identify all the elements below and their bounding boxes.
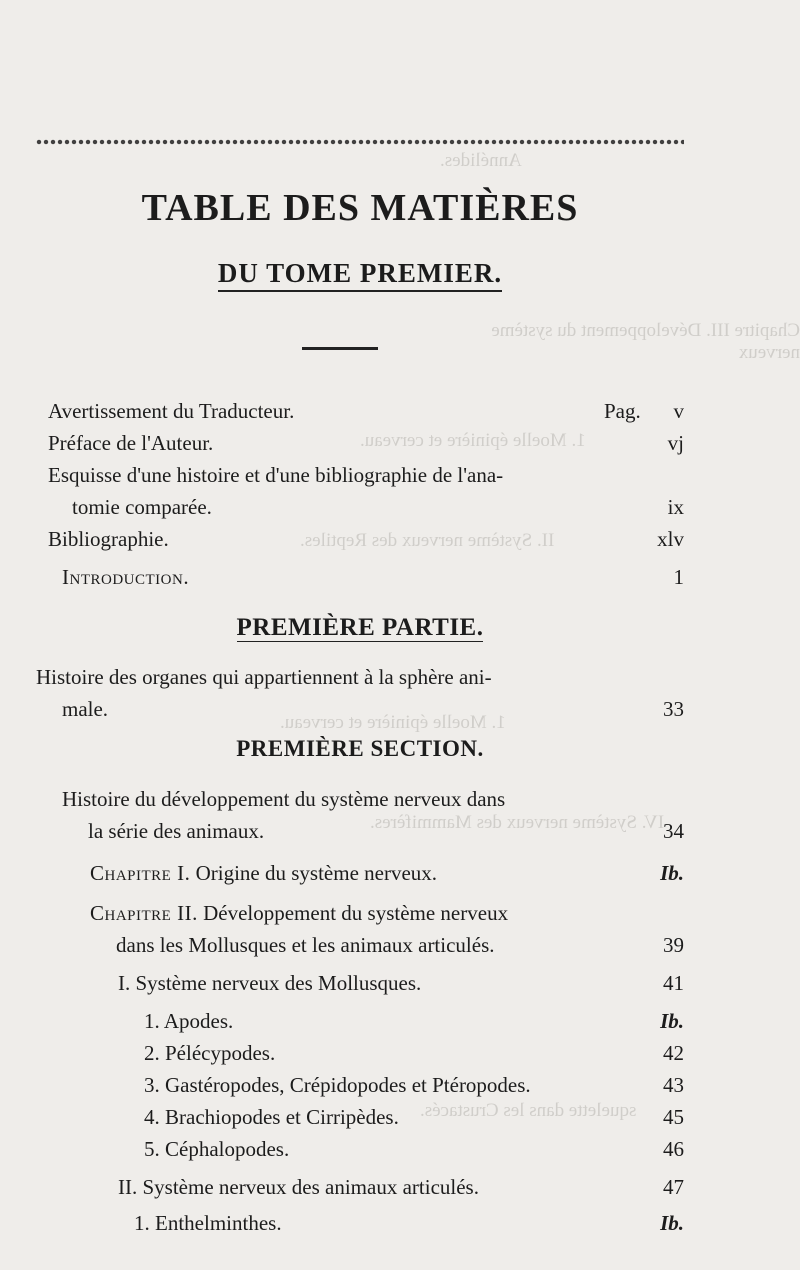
toc-entry-preface: Préface de l'Auteur. bbox=[48, 431, 214, 455]
page-number: 39 bbox=[663, 933, 684, 957]
toc-entry-subsection: II. Système nerveux des animaux articulés. bbox=[118, 1175, 479, 1199]
toc-entry-esquisse-cont: tomie comparée. bbox=[72, 495, 212, 519]
page-number: Ib. bbox=[660, 1211, 684, 1235]
page-number: ix bbox=[667, 495, 684, 519]
toc-entry-part-cont: male. bbox=[62, 697, 109, 721]
page-number: 34 bbox=[663, 819, 684, 843]
toc-entry-chapter-2: Chapitre II. Développement du système nerveux bbox=[90, 901, 509, 925]
page-number: 46 bbox=[663, 1137, 684, 1161]
toc-entry-item: 4. Brachiopodes et Cirripèdes. bbox=[144, 1105, 399, 1129]
page-number: 42 bbox=[663, 1041, 684, 1065]
decorative-border bbox=[36, 136, 684, 146]
section-heading: PREMIÈRE SECTION. bbox=[236, 736, 484, 761]
toc-entry-subsection: I. Système nerveux des Mollusques. bbox=[118, 971, 422, 995]
page-number: Ib. bbox=[660, 1009, 684, 1033]
toc-entry-part: Histoire des organes qui appartiennent à la sphère ani- bbox=[36, 665, 492, 689]
part-heading: PREMIÈRE PARTIE. bbox=[236, 614, 484, 641]
toc-entry-bibliographie: Bibliographie. bbox=[48, 527, 169, 551]
toc-entry-section: Histoire du développement du système nerveux dans bbox=[62, 787, 506, 811]
toc-entry-introduction: Introduction. bbox=[62, 565, 190, 589]
show-through-text: Annélides. bbox=[440, 150, 522, 171]
show-through-text: Chapitre III. Développement du système nerveux bbox=[491, 320, 800, 363]
show-through-text: II. Système nerveux des Reptiles. bbox=[300, 530, 555, 551]
page-number: 47 bbox=[663, 1175, 684, 1199]
page-number: 33 bbox=[663, 697, 684, 721]
show-through-text: IV. Système nerveux des Mammifères. bbox=[370, 812, 665, 833]
toc-entry-esquisse: Esquisse d'une histoire et d'une bibliographie de l'ana- bbox=[48, 463, 504, 487]
page-prefix: Pag. bbox=[604, 399, 641, 423]
page-number: v bbox=[673, 399, 684, 423]
show-through-text: squelette dans les Crustacés. bbox=[420, 1100, 637, 1121]
toc-entry-item: 3. Gastéropodes, Crépidopodes et Ptéropodes. bbox=[144, 1073, 531, 1097]
page-number: 45 bbox=[663, 1105, 684, 1129]
page-number: vj bbox=[667, 431, 684, 455]
divider bbox=[302, 347, 378, 350]
show-through-text: 1. Moelle épinière et cerveau. bbox=[360, 430, 586, 451]
page-number: 41 bbox=[663, 971, 684, 995]
toc-entry-item: 1. Enthelminthes. bbox=[134, 1211, 282, 1235]
page-number: xlv bbox=[657, 527, 684, 551]
page-number: Ib. bbox=[660, 861, 684, 885]
page-number: 1 bbox=[673, 565, 684, 589]
toc-entry-section-cont: la série des animaux. bbox=[88, 819, 265, 843]
toc-entry-chapter-1: Chapitre I. Origine du système nerveux. bbox=[90, 861, 438, 885]
toc-entry-chapter-2-cont: dans les Mollusques et les animaux articulés. bbox=[116, 933, 495, 957]
page-title: TABLE DES MATIÈRES bbox=[141, 187, 579, 229]
toc-entry-item: 1. Apodes. bbox=[144, 1009, 234, 1033]
page-subtitle: DU TOME PREMIER. bbox=[40, 258, 680, 289]
show-through-text: 1. Moelle épinière et cerveau. bbox=[280, 712, 506, 733]
toc-entry-item: 5. Céphalopodes. bbox=[144, 1137, 290, 1161]
page-number: 43 bbox=[663, 1073, 684, 1097]
toc-entry-avertissement: Avertissement du Traducteur. bbox=[48, 399, 295, 423]
toc-entry-item: 2. Pélécypodes. bbox=[144, 1041, 276, 1065]
